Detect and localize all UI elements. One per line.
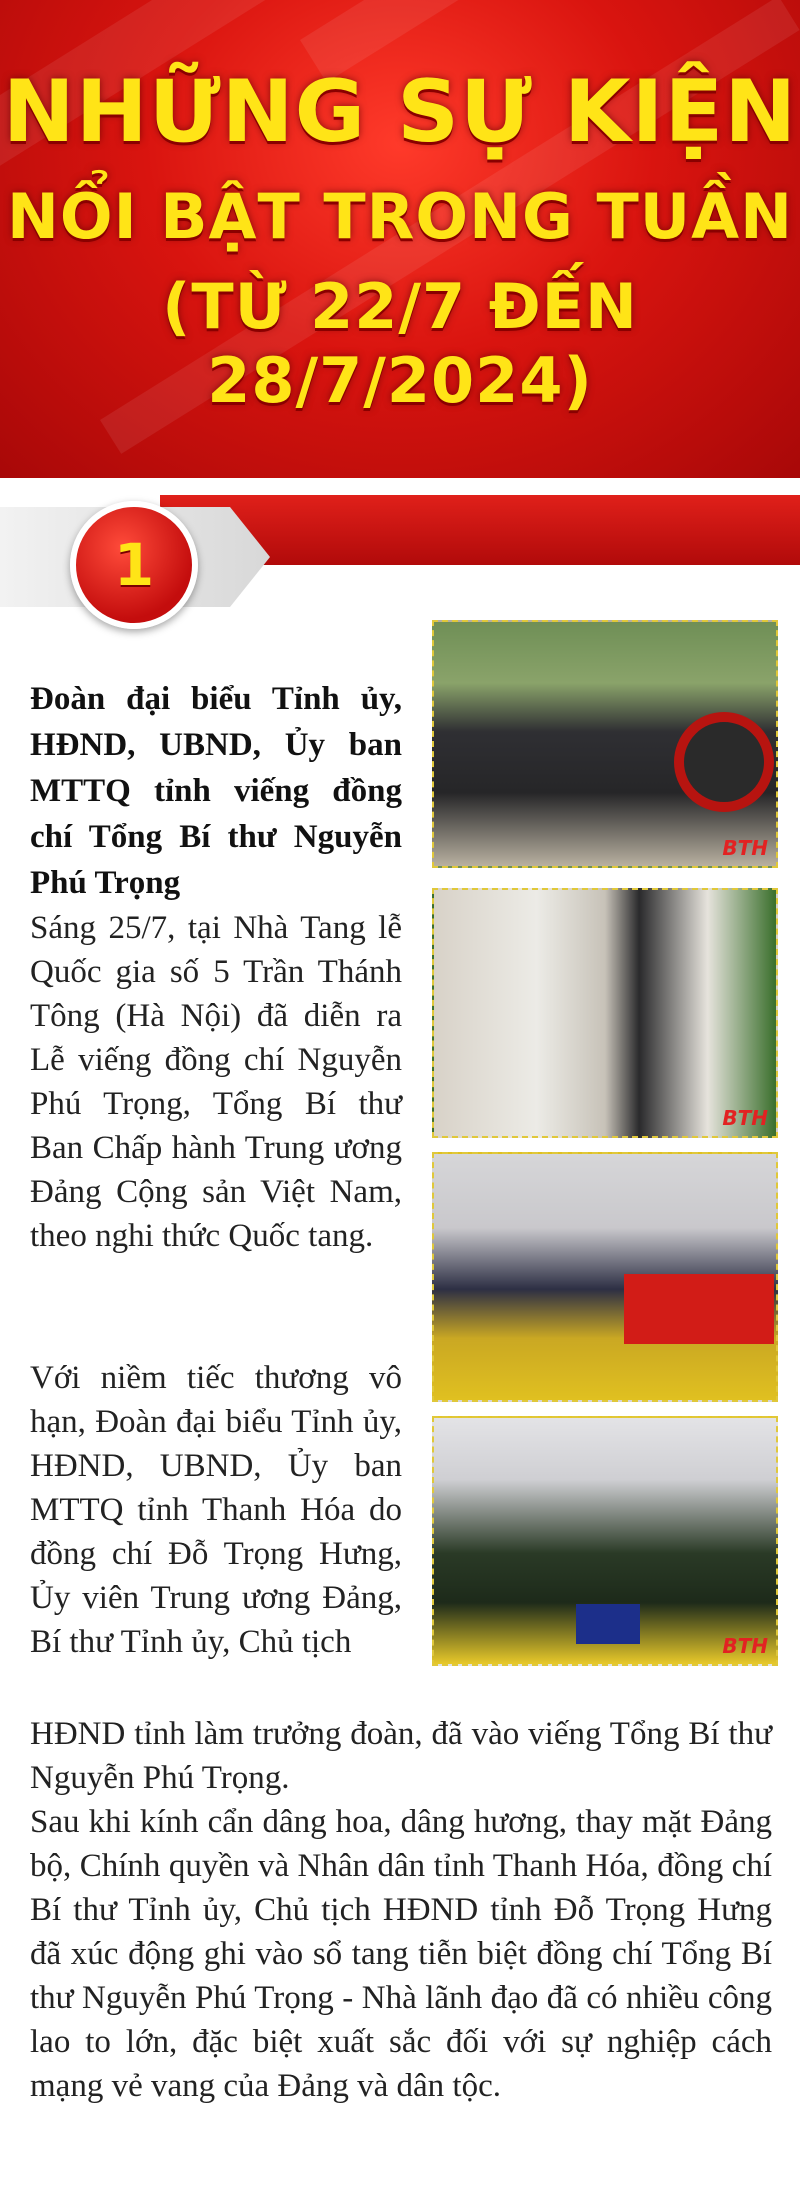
bth-logo: BTH [722,836,768,860]
desk-sign [576,1604,640,1644]
photo-wreath-ceremony [432,620,778,868]
article-paragraph-3: Sau khi kính cẩn dâng hoa, dâng hương, thay mặt Đảng bộ, Chính quyền và Nhân dân tỉnh Thanh Hóa, đồng chí Bí thư Tỉnh ủy, Chủ tịch HĐND tỉnh Đỗ Trọng Hưng đã xúc động ghi vào sổ tang tiễn biệt đồng chí Tổng Bí thư Nguyễn Phú Trọng - Nhà lãnh đạo đã có nhiều công lao to lớn, đặc biệt xuất sắc đối với sự nghiệp cách mạng vẻ vang của Đảng và dân tộc. [30,1804,772,2104]
bth-logo: BTH [722,1634,768,1658]
article-paragraph-1: Sáng 25/7, tại Nhà Tang lễ Quốc gia số 5 Trần Thánh Tông (Hà Nội) đã diễn ra Lễ viếng đồng chí Nguyễn Phú Trọng, Tổng Bí thư Ban Chấp hành Trung ương Đảng Cộng sản Việt Nam, theo nghi thức Quốc tang. [30,910,402,1254]
photo-wreath-adjusting [432,888,778,1138]
flag-shape [624,1274,774,1344]
article-paragraph-2: Với niềm tiếc thương vô hạn, Đoàn đại biểu Tỉnh ủy, HĐND, UBND, Ủy ban MTTQ tỉnh Thanh Hóa do đồng chí Đỗ Trọng Hưng, Ủy viên Trung ương Đảng, Bí thư Tỉnh ủy, Chủ tịch [30,1360,402,1660]
banner-title-line-2: NỔI BẬT TRONG TUẦN [7,180,793,253]
bth-logo: BTH [722,1106,768,1130]
photo-signing-book [432,1416,778,1666]
article-headline: Đoàn đại biểu Tỉnh ủy, HĐND, UBND, Ủy ban MTTQ tỉnh viếng đồng chí Tổng Bí thư Nguyễn Phú Trọng [30,681,402,901]
wreath-shape [674,712,774,812]
banner-divider [0,478,800,492]
header-banner [0,0,800,478]
photo-paying-respects [432,1152,778,1402]
section-header [0,495,800,599]
banner-date-range: (TỪ 22/7 ĐẾN 28/7/2024) [162,270,638,417]
section-number-badge: 1 [70,501,198,629]
article-paragraph-2-continued: HĐND tỉnh làm trưởng đoàn, đã vào viếng Tổng Bí thư Nguyễn Phú Trọng. [30,1716,772,1796]
banner-title-line-1: NHỮNG SỰ KIỆN [2,62,798,162]
